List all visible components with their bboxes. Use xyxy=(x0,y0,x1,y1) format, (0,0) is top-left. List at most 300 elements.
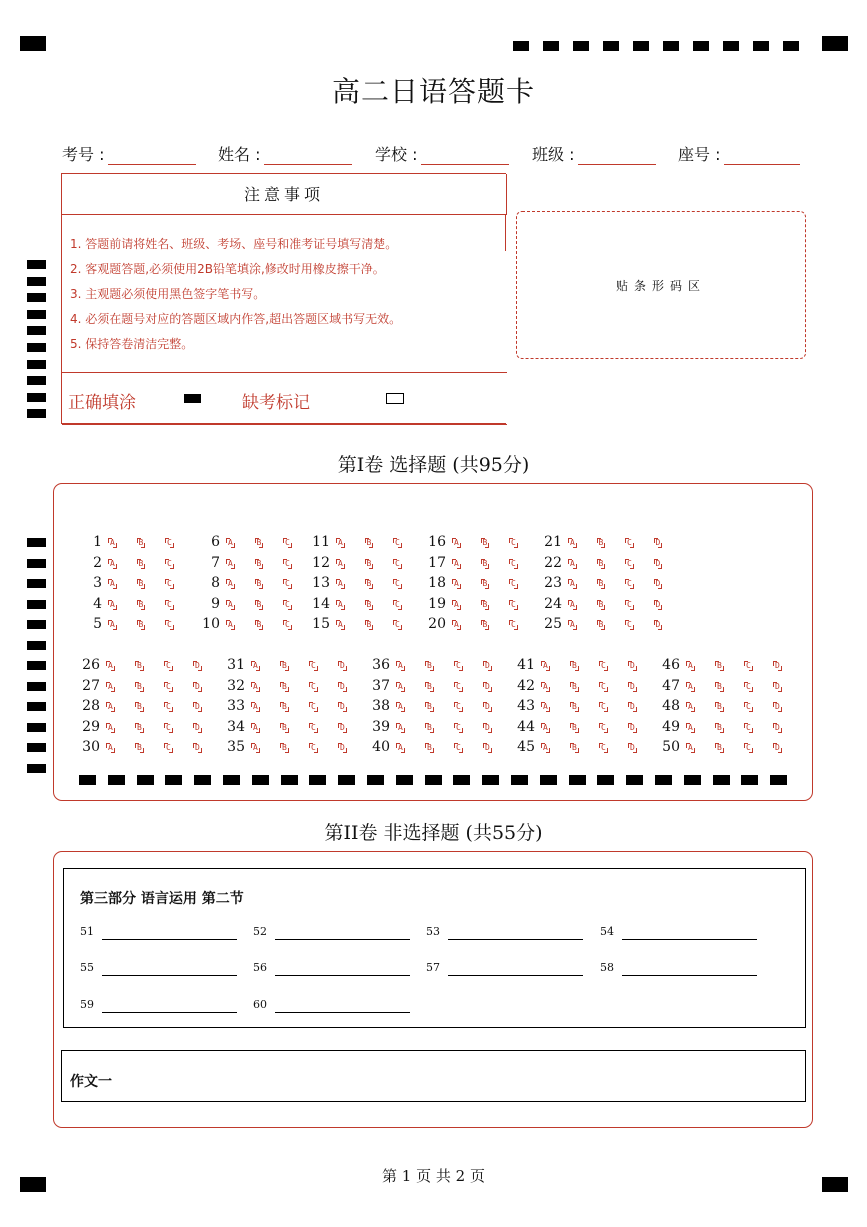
option-bubble-a[interactable]: A xyxy=(228,538,233,547)
timing-mark xyxy=(79,775,96,785)
option-bubble-a[interactable]: A xyxy=(398,661,403,670)
option-bubble-c[interactable]: C xyxy=(395,558,400,568)
option-bubble-c[interactable]: C xyxy=(166,661,171,670)
blank-number: 58 xyxy=(600,961,614,974)
option-bubble-c[interactable]: C xyxy=(311,702,316,712)
option-bubble-b[interactable]: B xyxy=(427,681,432,691)
field-seat[interactable]: 座号 : xyxy=(678,142,800,165)
timing-mark xyxy=(513,41,529,51)
timing-mark xyxy=(741,775,758,785)
timing-mark xyxy=(482,775,499,785)
answer-blank-line[interactable] xyxy=(275,1012,410,1013)
blank-number: 51 xyxy=(80,925,94,938)
option-bubble-d[interactable]: D xyxy=(775,702,780,712)
notice-item: 5. 保持答卷清洁完整。 xyxy=(70,337,194,351)
blank-number: 57 xyxy=(426,961,440,974)
option-bubble-d[interactable]: D xyxy=(630,743,635,753)
option-bubble-a[interactable]: A xyxy=(570,538,575,547)
question-number: 44 xyxy=(517,718,535,735)
option-bubble-d[interactable]: D xyxy=(485,681,490,691)
option-bubble-b[interactable]: B xyxy=(427,743,432,753)
option-bubble-b[interactable]: B xyxy=(138,599,144,609)
timing-mark xyxy=(27,682,46,691)
option-bubble-b[interactable]: B xyxy=(598,579,604,589)
question-number: 16 xyxy=(428,534,446,550)
question-number: 38 xyxy=(372,698,390,715)
timing-mark xyxy=(27,764,46,773)
option-bubble-c[interactable]: C xyxy=(166,722,171,732)
option-bubble-d[interactable]: D xyxy=(775,743,780,753)
field-class[interactable]: 班级 : xyxy=(532,142,656,165)
option-bubble-d[interactable]: D xyxy=(340,661,345,670)
timing-mark xyxy=(396,775,413,785)
question-number: 15 xyxy=(312,616,330,633)
option-bubble-b[interactable]: B xyxy=(256,538,262,547)
option-bubble-c[interactable]: C xyxy=(627,538,632,547)
question-number: 3 xyxy=(93,575,102,592)
option-bubble-a[interactable]: A xyxy=(108,722,113,732)
question-number: 25 xyxy=(544,616,562,633)
option-bubble-d[interactable]: D xyxy=(775,661,780,670)
option-bubble-a[interactable]: A xyxy=(688,743,693,753)
timing-mark xyxy=(137,775,154,785)
option-bubble-b[interactable]: B xyxy=(482,620,488,630)
question-number: 2 xyxy=(93,554,102,571)
option-bubble-c[interactable]: C xyxy=(285,599,290,609)
timing-mark xyxy=(597,775,614,785)
option-bubble-b[interactable]: B xyxy=(366,599,372,609)
option-bubble-a[interactable]: A xyxy=(570,558,575,568)
answer-blank-line[interactable] xyxy=(622,975,757,976)
essay-box[interactable] xyxy=(61,1050,806,1102)
option-bubble-b[interactable]: B xyxy=(256,579,262,589)
option-bubble-b[interactable]: B xyxy=(138,579,144,589)
option-bubble-a[interactable]: A xyxy=(454,538,459,547)
option-bubble-d[interactable]: D xyxy=(630,722,635,732)
option-bubble-a[interactable]: A xyxy=(253,661,258,670)
timing-mark xyxy=(27,409,46,418)
option-bubble-b[interactable]: B xyxy=(717,743,722,753)
option-bubble-b[interactable]: B xyxy=(137,722,142,732)
option-bubble-c[interactable]: C xyxy=(456,661,461,670)
question-number: 31 xyxy=(227,657,245,673)
option-bubble-a[interactable]: A xyxy=(110,538,115,547)
timing-mark xyxy=(633,41,649,51)
option-bubble-b[interactable]: B xyxy=(482,579,488,589)
option-bubble-b[interactable]: B xyxy=(282,722,287,732)
question-number: 24 xyxy=(544,595,562,612)
question-number: 14 xyxy=(312,595,330,612)
question-number: 22 xyxy=(544,554,562,571)
question-number: 5 xyxy=(93,616,102,633)
option-bubble-c[interactable]: C xyxy=(311,681,316,691)
timing-mark xyxy=(603,41,619,51)
option-bubble-c[interactable]: C xyxy=(746,722,751,732)
option-bubble-c[interactable]: C xyxy=(627,579,632,589)
option-bubble-b[interactable]: B xyxy=(138,558,144,568)
question-number: 10 xyxy=(202,616,220,633)
option-bubble-b[interactable]: B xyxy=(427,661,432,670)
answer-blank-line[interactable] xyxy=(448,975,583,976)
option-bubble-c[interactable]: C xyxy=(395,620,400,630)
option-bubble-c[interactable]: C xyxy=(167,599,172,609)
answer-blank-line[interactable] xyxy=(102,1012,237,1013)
option-bubble-b[interactable]: B xyxy=(598,558,604,568)
option-bubble-d[interactable]: D xyxy=(775,722,780,732)
option-bubble-c[interactable]: C xyxy=(456,681,461,691)
question-number: 39 xyxy=(372,718,390,735)
notice-item: 3. 主观题必须使用黑色签字笔书写。 xyxy=(70,287,266,301)
option-bubble-c[interactable]: C xyxy=(627,620,632,630)
option-bubble-c[interactable]: C xyxy=(456,702,461,712)
option-bubble-b[interactable]: B xyxy=(427,702,432,712)
option-bubble-a[interactable]: A xyxy=(253,722,258,732)
option-bubble-c[interactable]: C xyxy=(395,538,400,547)
option-bubble-d[interactable]: D xyxy=(655,538,661,547)
option-bubble-c[interactable]: C xyxy=(167,579,172,589)
option-bubble-a[interactable]: A xyxy=(253,702,258,712)
option-bubble-b[interactable]: B xyxy=(717,722,722,732)
option-bubble-c[interactable]: C xyxy=(167,620,172,630)
option-bubble-d[interactable]: D xyxy=(630,702,635,712)
option-bubble-c[interactable]: C xyxy=(511,620,516,630)
field-exam-number[interactable]: 考号 : xyxy=(62,142,196,165)
answer-blank-line[interactable] xyxy=(102,939,237,940)
timing-mark xyxy=(27,393,46,402)
option-bubble-d[interactable]: D xyxy=(195,681,200,691)
option-bubble-a[interactable]: A xyxy=(110,620,115,630)
barcode-area: 贴条形码区 xyxy=(516,211,806,359)
option-bubble-a[interactable]: A xyxy=(338,620,343,630)
option-bubble-a[interactable]: A xyxy=(570,579,575,589)
option-bubble-a[interactable]: A xyxy=(454,599,459,609)
question-number: 47 xyxy=(662,677,680,694)
option-bubble-b[interactable]: B xyxy=(717,661,722,670)
option-bubble-b[interactable]: B xyxy=(282,681,287,691)
option-bubble-c[interactable]: C xyxy=(746,702,751,712)
option-bubble-a[interactable]: A xyxy=(253,743,258,753)
option-bubble-d[interactable]: D xyxy=(485,722,490,732)
corner-mark-top-left xyxy=(20,36,46,51)
option-bubble-b[interactable]: B xyxy=(366,620,372,630)
option-bubble-b[interactable]: B xyxy=(137,661,142,670)
option-bubble-c[interactable]: C xyxy=(166,743,171,753)
option-bubble-c[interactable]: C xyxy=(311,661,316,670)
option-bubble-a[interactable]: A xyxy=(570,599,575,609)
option-bubble-d[interactable]: D xyxy=(485,743,490,753)
option-bubble-d[interactable]: D xyxy=(340,681,345,691)
option-bubble-d[interactable]: D xyxy=(485,702,490,712)
option-bubble-c[interactable]: C xyxy=(166,702,171,712)
option-bubble-c[interactable]: C xyxy=(311,722,316,732)
option-bubble-a[interactable]: A xyxy=(688,661,693,670)
option-bubble-c[interactable]: C xyxy=(511,599,516,609)
option-bubble-c[interactable]: C xyxy=(285,538,290,547)
option-bubble-c[interactable]: C xyxy=(746,743,751,753)
option-bubble-b[interactable]: B xyxy=(482,558,488,568)
option-bubble-b[interactable]: B xyxy=(282,702,287,712)
option-bubble-c[interactable]: C xyxy=(456,743,461,753)
option-bubble-a[interactable]: A xyxy=(108,743,113,753)
timing-mark xyxy=(223,775,240,785)
timing-mark xyxy=(511,775,528,785)
option-bubble-a[interactable]: A xyxy=(543,681,548,691)
timing-mark xyxy=(27,641,46,650)
option-bubble-c[interactable]: C xyxy=(456,722,461,732)
option-bubble-d[interactable]: D xyxy=(655,558,661,568)
answer-blank-line[interactable] xyxy=(622,939,757,940)
option-bubble-c[interactable]: C xyxy=(601,681,606,691)
option-bubble-d[interactable]: D xyxy=(655,620,661,630)
option-bubble-a[interactable]: A xyxy=(108,661,113,670)
option-bubble-b[interactable]: B xyxy=(427,722,432,732)
option-bubble-b[interactable]: B xyxy=(137,702,142,712)
option-bubble-a[interactable]: A xyxy=(110,599,115,609)
option-bubble-a[interactable]: A xyxy=(543,722,548,732)
option-bubble-b[interactable]: B xyxy=(482,538,488,547)
option-bubble-a[interactable]: A xyxy=(398,681,403,691)
option-bubble-a[interactable]: A xyxy=(688,702,693,712)
answer-blank-line[interactable] xyxy=(102,975,237,976)
option-bubble-a[interactable]: A xyxy=(338,538,343,547)
option-bubble-b[interactable]: B xyxy=(572,722,577,732)
option-bubble-b[interactable]: B xyxy=(572,661,577,670)
option-bubble-d[interactable]: D xyxy=(195,743,200,753)
option-bubble-c[interactable]: C xyxy=(601,661,606,670)
option-bubble-a[interactable]: A xyxy=(398,702,403,712)
question-number: 32 xyxy=(227,677,245,694)
timing-mark xyxy=(194,775,211,785)
option-bubble-c[interactable]: C xyxy=(627,599,632,609)
option-bubble-a[interactable]: A xyxy=(454,558,459,568)
option-bubble-a[interactable]: A xyxy=(253,681,258,691)
question-number: 21 xyxy=(544,534,562,550)
question-number: 49 xyxy=(662,718,680,735)
answer-blank-line[interactable] xyxy=(448,939,583,940)
option-bubble-b[interactable]: B xyxy=(138,538,144,547)
option-bubble-a[interactable]: A xyxy=(454,620,459,630)
option-bubble-c[interactable]: C xyxy=(601,743,606,753)
filled-mark-sample xyxy=(184,394,201,403)
timing-mark xyxy=(27,260,46,269)
blank-number: 60 xyxy=(253,998,267,1011)
option-bubble-c[interactable]: C xyxy=(511,579,516,589)
answer-blank-line[interactable] xyxy=(275,939,410,940)
timing-mark xyxy=(655,775,672,785)
option-bubble-b[interactable]: B xyxy=(572,681,577,691)
option-bubble-c[interactable]: C xyxy=(285,558,290,568)
option-bubble-c[interactable]: C xyxy=(285,620,290,630)
question-number: 19 xyxy=(428,595,446,612)
answer-blank-line[interactable] xyxy=(275,975,410,976)
notice-item: 1. 答题前请将姓名、班级、考场、座号和准考证号填写清楚。 xyxy=(70,237,398,251)
question-number: 6 xyxy=(211,534,220,550)
option-bubble-c[interactable]: C xyxy=(746,661,751,670)
option-bubble-b[interactable]: B xyxy=(137,743,142,753)
option-bubble-d[interactable]: D xyxy=(195,661,200,670)
option-bubble-c[interactable]: C xyxy=(746,681,751,691)
option-bubble-d[interactable]: D xyxy=(630,661,635,670)
option-bubble-c[interactable]: C xyxy=(311,743,316,753)
option-bubble-a[interactable]: A xyxy=(228,558,233,568)
corner-mark-top-right xyxy=(822,36,848,51)
blank-number: 54 xyxy=(600,925,614,938)
option-bubble-b[interactable]: B xyxy=(282,661,287,670)
absent-mark-box[interactable] xyxy=(386,393,404,404)
option-bubble-a[interactable]: A xyxy=(110,579,115,589)
question-number: 12 xyxy=(312,554,330,571)
option-bubble-d[interactable]: D xyxy=(340,722,345,732)
option-bubble-c[interactable]: C xyxy=(167,558,172,568)
option-bubble-d[interactable]: D xyxy=(195,722,200,732)
option-bubble-a[interactable]: A xyxy=(338,558,343,568)
option-bubble-c[interactable]: C xyxy=(285,579,290,589)
option-bubble-a[interactable]: A xyxy=(228,599,233,609)
option-bubble-c[interactable]: C xyxy=(627,558,632,568)
option-bubble-a[interactable]: A xyxy=(398,722,403,732)
option-bubble-d[interactable]: D xyxy=(195,702,200,712)
option-bubble-a[interactable]: A xyxy=(338,599,343,609)
option-bubble-a[interactable]: A xyxy=(228,620,233,630)
option-bubble-b[interactable]: B xyxy=(256,558,262,568)
timing-mark xyxy=(367,775,384,785)
timing-mark xyxy=(693,41,709,51)
option-bubble-c[interactable]: C xyxy=(601,722,606,732)
option-bubble-a[interactable]: A xyxy=(688,722,693,732)
timing-mark xyxy=(723,41,739,51)
option-bubble-b[interactable]: B xyxy=(572,702,577,712)
option-bubble-a[interactable]: A xyxy=(338,579,343,589)
question-number: 35 xyxy=(227,739,245,756)
option-bubble-b[interactable]: B xyxy=(256,620,262,630)
option-bubble-a[interactable]: A xyxy=(454,579,459,589)
option-bubble-a[interactable]: A xyxy=(108,681,113,691)
question-number: 42 xyxy=(517,677,535,694)
option-bubble-c[interactable]: C xyxy=(395,599,400,609)
question-number: 30 xyxy=(82,739,100,756)
blank-number: 52 xyxy=(253,925,267,938)
notice-heading: 注意事项 xyxy=(62,174,507,215)
option-bubble-a[interactable]: A xyxy=(688,681,693,691)
blank-number: 53 xyxy=(426,925,440,938)
option-bubble-a[interactable]: A xyxy=(108,702,113,712)
option-bubble-b[interactable]: B xyxy=(717,681,722,691)
timing-mark xyxy=(27,559,46,568)
timing-mark xyxy=(165,775,182,785)
option-bubble-b[interactable]: B xyxy=(598,538,604,547)
notice-item: 2. 客观题答题,必须使用2B铅笔填涂,修改时用橡皮擦干净。 xyxy=(70,262,385,276)
timing-mark xyxy=(783,41,799,51)
option-bubble-b[interactable]: B xyxy=(598,599,604,609)
timing-mark xyxy=(27,277,46,286)
question-number: 29 xyxy=(82,718,100,735)
question-number: 9 xyxy=(211,595,220,612)
timing-mark xyxy=(27,661,46,670)
timing-mark xyxy=(27,376,46,385)
option-bubble-a[interactable]: A xyxy=(110,558,115,568)
question-number: 40 xyxy=(372,739,390,756)
option-bubble-a[interactable]: A xyxy=(570,620,575,630)
option-bubble-a[interactable]: A xyxy=(543,743,548,753)
timing-mark xyxy=(684,775,701,785)
absent-mark-label: 缺考标记 xyxy=(242,393,310,413)
option-bubble-c[interactable]: C xyxy=(166,681,171,691)
option-bubble-b[interactable]: B xyxy=(717,702,722,712)
timing-mark xyxy=(27,310,46,319)
option-bubble-b[interactable]: B xyxy=(366,538,372,547)
timing-mark xyxy=(338,775,355,785)
option-bubble-b[interactable]: B xyxy=(282,743,287,753)
question-number: 23 xyxy=(544,575,562,592)
question-number: 26 xyxy=(82,657,100,673)
option-bubble-a[interactable]: A xyxy=(228,579,233,589)
option-bubble-a[interactable]: A xyxy=(543,661,548,670)
field-name[interactable]: 姓名 : xyxy=(218,142,352,165)
option-bubble-c[interactable]: C xyxy=(167,538,172,547)
question-number: 37 xyxy=(372,677,390,694)
question-number: 13 xyxy=(312,575,330,592)
option-bubble-c[interactable]: C xyxy=(511,558,516,568)
question-number: 7 xyxy=(211,554,220,571)
option-bubble-d[interactable]: D xyxy=(775,681,780,691)
option-bubble-c[interactable]: C xyxy=(601,702,606,712)
option-bubble-b[interactable]: B xyxy=(137,681,142,691)
notice-item: 4. 必须在题号对应的答题区域内作答,超出答题区域书写无效。 xyxy=(70,312,402,326)
page-footer: 第 1 页 共 2 页 xyxy=(382,1167,485,1185)
option-bubble-d[interactable]: D xyxy=(340,702,345,712)
option-bubble-a[interactable]: A xyxy=(398,743,403,753)
section2-title: 第II卷 非选择题 (共55分) xyxy=(324,822,543,844)
option-bubble-b[interactable]: B xyxy=(482,599,488,609)
field-school[interactable]: 学校 : xyxy=(375,142,509,165)
timing-mark xyxy=(540,775,557,785)
question-number: 17 xyxy=(428,554,446,571)
option-bubble-d[interactable]: D xyxy=(655,579,661,589)
timing-mark xyxy=(573,41,589,51)
timing-mark xyxy=(281,775,298,785)
option-bubble-d[interactable]: D xyxy=(630,681,635,691)
option-bubble-a[interactable]: A xyxy=(543,702,548,712)
option-bubble-d[interactable]: D xyxy=(485,661,490,670)
timing-mark xyxy=(626,775,643,785)
written-panel xyxy=(53,851,813,1128)
option-bubble-b[interactable]: B xyxy=(366,558,372,568)
option-bubble-d[interactable]: D xyxy=(655,599,661,609)
question-number: 27 xyxy=(82,677,100,694)
timing-mark xyxy=(713,775,730,785)
question-number: 43 xyxy=(517,698,535,715)
option-bubble-d[interactable]: D xyxy=(340,743,345,753)
option-bubble-b[interactable]: B xyxy=(366,579,372,589)
question-number: 11 xyxy=(312,534,330,550)
question-number: 50 xyxy=(662,739,680,756)
correct-fill-label: 正确填涂 xyxy=(68,393,136,413)
option-bubble-b[interactable]: B xyxy=(138,620,144,630)
option-bubble-c[interactable]: C xyxy=(511,538,516,547)
option-bubble-b[interactable]: B xyxy=(256,599,262,609)
question-number: 4 xyxy=(93,595,102,612)
option-bubble-b[interactable]: B xyxy=(598,620,604,630)
option-bubble-b[interactable]: B xyxy=(572,743,577,753)
timing-mark xyxy=(27,360,46,369)
part3-box xyxy=(63,868,806,1028)
option-bubble-c[interactable]: C xyxy=(395,579,400,589)
timing-mark xyxy=(309,775,326,785)
timing-mark xyxy=(27,579,46,588)
timing-mark xyxy=(569,775,586,785)
notice-box xyxy=(61,173,506,424)
timing-mark xyxy=(27,326,46,335)
